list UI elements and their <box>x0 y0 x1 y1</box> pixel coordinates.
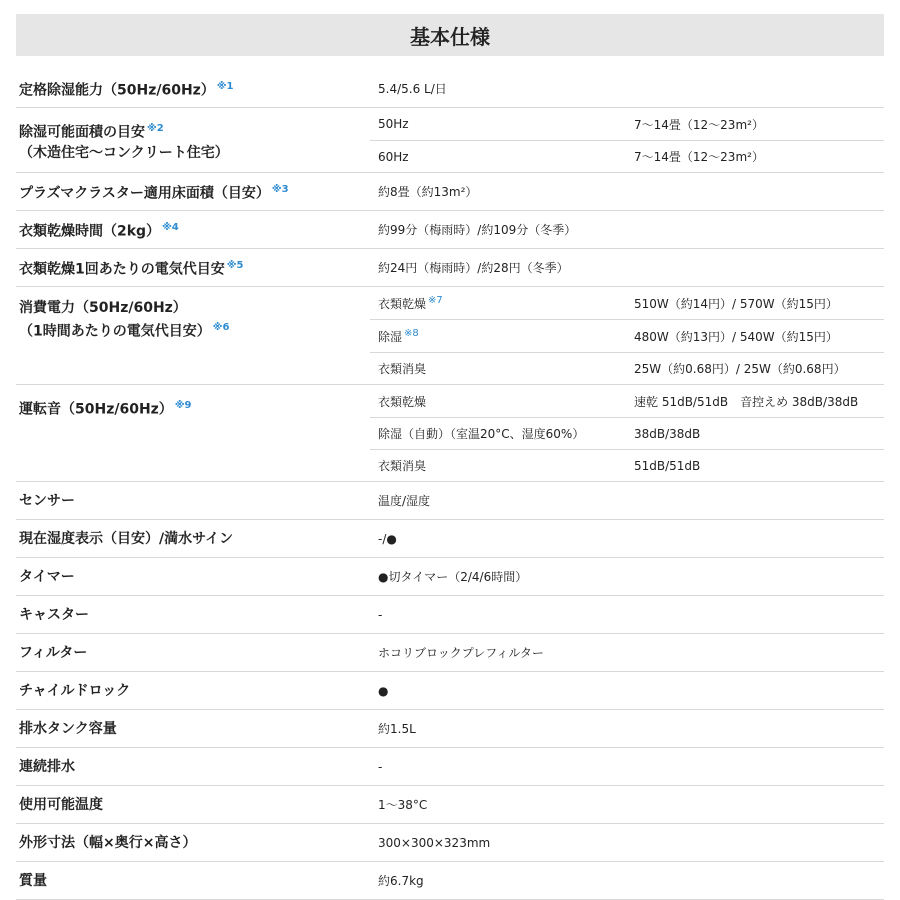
sub-label: 衣類消臭 <box>370 450 626 482</box>
row-label-text: 消費電力（50Hz/60Hz） <box>19 300 187 316</box>
footnote-mark: ※1 <box>216 80 234 92</box>
spec-table <box>16 70 884 900</box>
row-label: 現在湿度表示（目安）/満水サイン <box>16 520 370 558</box>
row-value: 約24円（梅雨時）/約28円（冬季） <box>370 249 884 287</box>
sub-label: 衣類消臭 <box>370 353 626 385</box>
row-label: 外形寸法（幅×奥行×高さ） <box>16 824 370 862</box>
row-label <box>16 249 370 287</box>
sub-value: 480W（約13円）/ 540W（約15円） <box>626 320 884 353</box>
row-label: キャスター <box>16 596 370 634</box>
row-label-text: 衣類乾燥時間（2kg） <box>19 223 161 240</box>
row-value: -/● <box>370 520 884 558</box>
footnote-mark: ※7 <box>428 294 443 306</box>
row-label: 排水タンク容量 <box>16 710 370 748</box>
row-value: - <box>370 596 884 634</box>
table-row <box>16 173 884 211</box>
row-value: 1〜38°C <box>370 786 884 824</box>
table-row <box>16 748 884 786</box>
row-label <box>16 385 370 482</box>
table-row <box>16 287 884 320</box>
table-row <box>16 596 884 634</box>
sub-value: 510W（約14円）/ 570W（約15円） <box>626 287 884 320</box>
table-row <box>16 634 884 672</box>
footnote-mark: ※6 <box>212 322 230 333</box>
row-label-text: 除湿可能面積の目安 <box>19 124 145 141</box>
sub-label: 50Hz <box>370 108 626 141</box>
table-row <box>16 786 884 824</box>
row-value: 300×300×323mm <box>370 824 884 862</box>
row-value: 温度/湿度 <box>370 482 884 520</box>
sub-label: 除湿（自動）（室温20°C、湿度60%） <box>370 418 626 450</box>
sub-value: 速乾 51dB/51dB 音控えめ 38dB/38dB <box>626 385 884 418</box>
row-label: 質量 <box>16 862 370 900</box>
footnote-mark: ※5 <box>226 259 244 271</box>
row-value: ホコリブロックプレフィルター <box>370 634 884 672</box>
table-row <box>16 70 884 108</box>
table-row <box>16 824 884 862</box>
sub-label-text: 除湿 <box>378 329 403 344</box>
row-label: チャイルドロック <box>16 672 370 710</box>
row-label-subtext: （1時間あたりの電気代目安） <box>19 323 211 340</box>
row-label <box>16 211 370 249</box>
sub-label: 60Hz <box>370 141 626 173</box>
row-value: ● <box>370 672 884 710</box>
row-value: ●切タイマー（2/4/6時間） <box>370 558 884 596</box>
row-label: 使用可能温度 <box>16 786 370 824</box>
row-value: 5.4/5.6 L/日 <box>370 70 884 108</box>
sub-value: 7〜14畳（12〜23m²） <box>626 108 884 141</box>
table-row <box>16 249 884 287</box>
footnote-mark: ※9 <box>174 400 192 411</box>
row-label-text: 定格除湿能力（50Hz/60Hz） <box>19 82 215 99</box>
table-row <box>16 482 884 520</box>
sub-label <box>370 320 626 353</box>
row-label <box>16 108 370 173</box>
row-label <box>16 173 370 211</box>
sub-label-text: 衣類乾燥 <box>378 296 427 311</box>
row-label-text: プラズマクラスター適用床面積（目安） <box>19 185 270 202</box>
footnote-mark: ※4 <box>162 221 179 233</box>
spec-title: 基本仕様 <box>16 14 884 56</box>
row-label-subtext: （木造住宅〜コンクリート住宅） <box>19 144 229 161</box>
row-label <box>16 287 370 385</box>
row-label: センサー <box>16 482 370 520</box>
sub-label <box>370 287 626 320</box>
footnote-mark: ※8 <box>404 327 419 339</box>
row-label: 連続排水 <box>16 748 370 786</box>
footnote-mark: ※3 <box>271 183 289 195</box>
row-value: 約8畳（約13m²） <box>370 173 884 211</box>
table-row <box>16 108 884 141</box>
row-label: タイマー <box>16 558 370 596</box>
table-row <box>16 862 884 900</box>
sub-value: 25W（約0.68円）/ 25W（約0.68円） <box>626 353 884 385</box>
sub-value: 51dB/51dB <box>626 450 884 482</box>
sub-value: 38dB/38dB <box>626 418 884 450</box>
table-row <box>16 385 884 418</box>
table-row <box>16 672 884 710</box>
row-label: フィルター <box>16 634 370 672</box>
footnote-mark: ※2 <box>147 123 164 134</box>
row-value: 約1.5L <box>370 710 884 748</box>
sub-label: 衣類乾燥 <box>370 385 626 418</box>
table-row <box>16 520 884 558</box>
sub-value: 7〜14畳（12〜23m²） <box>626 141 884 173</box>
row-label <box>16 70 370 108</box>
table-row <box>16 558 884 596</box>
row-label-text: 運転音（50Hz/60Hz） <box>19 401 173 418</box>
table-row <box>16 710 884 748</box>
row-value: 約6.7kg <box>370 862 884 900</box>
table-row <box>16 211 884 249</box>
row-label-text: 衣類乾燥1回あたりの電気代目安 <box>19 261 225 278</box>
row-value: - <box>370 748 884 786</box>
row-value: 約99分（梅雨時）/約109分（冬季） <box>370 211 884 249</box>
